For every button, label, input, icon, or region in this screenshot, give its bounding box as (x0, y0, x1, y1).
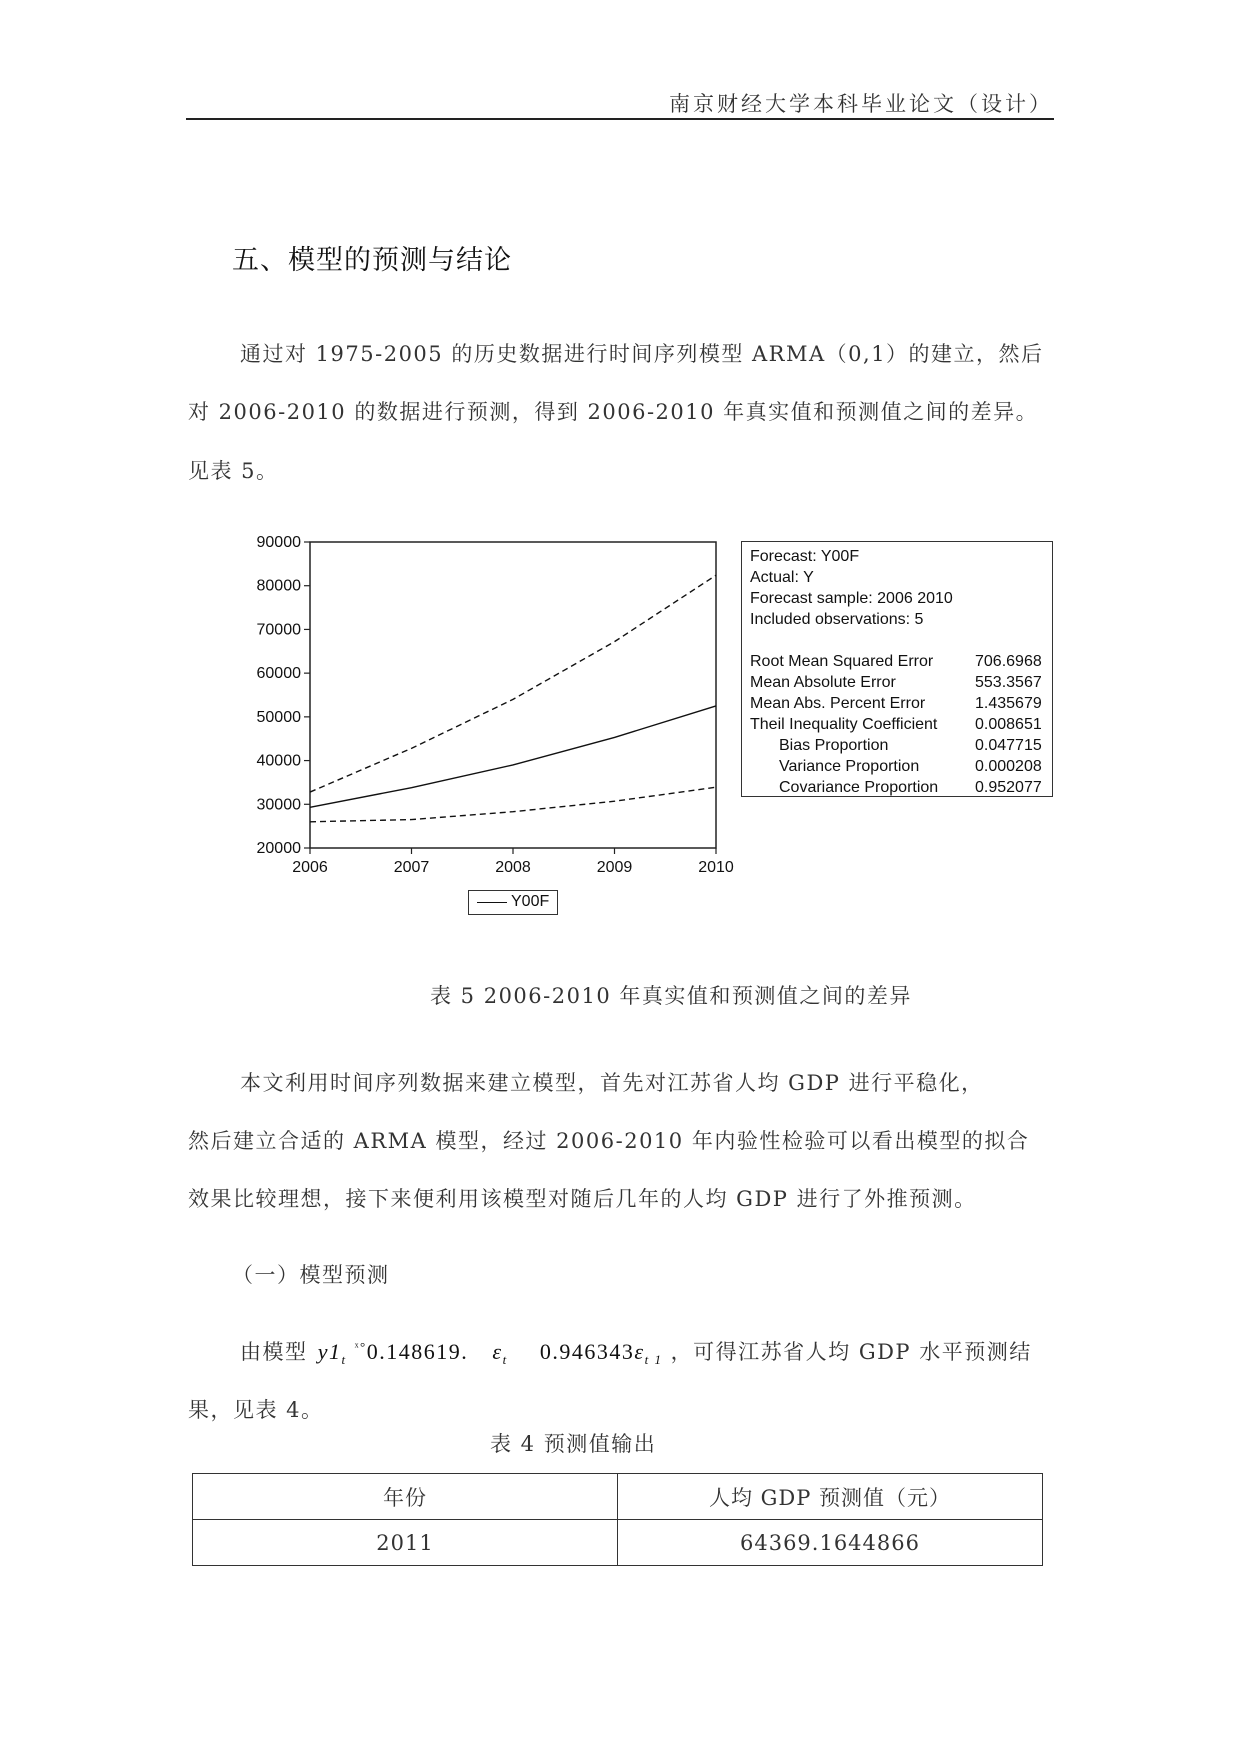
stats-value: 0.952077 (975, 779, 1042, 796)
legend-swatch-y00f (477, 902, 507, 903)
table5-caption: 表 5 2006-2010 年真实值和预测值之间的差异 (430, 984, 912, 1008)
table-cell-gdp: 64369.1644866 (618, 1520, 1043, 1566)
conclusion-line-2: 然后建立合适的 ARMA 模型，经过 2006-2010 年内验性检验可以看出模型的拟合 (188, 1129, 1030, 1153)
intro-line-3: 见表 5。 (188, 459, 279, 483)
x-tick-label: 2009 (596, 859, 633, 876)
header-rule (186, 118, 1054, 120)
running-header: 南京财经大学本科毕业论文（设计） (669, 92, 1053, 116)
stats-value: 0.047715 (975, 737, 1042, 754)
stats-value: 0.008651 (975, 716, 1042, 733)
stats-sample: Forecast sample: 2006 2010 (750, 590, 953, 607)
formula-line-2: 果，见表 4。 (188, 1398, 324, 1422)
chart-legend (468, 890, 558, 915)
forecast-chart (240, 525, 740, 890)
y-tick-label: 70000 (256, 621, 301, 639)
intro-line-2: 对 2006-2010 的数据进行预测，得到 2006-2010 年真实值和预测值之间的差异。 (188, 400, 1039, 424)
intro-line-1: 通过对 1975-2005 的历史数据进行时间序列模型 ARMA（0,1）的建立，然后 (240, 342, 1044, 366)
formula-epsilon: ε (492, 1339, 503, 1364)
y-tick-label: 30000 (256, 796, 301, 814)
conclusion-line-1: 本文利用时间序列数据来建立模型，首先对江苏省人均 GDP 进行平稳化， (240, 1071, 984, 1095)
forecast-table (192, 1473, 1043, 1566)
y-axis (257, 534, 311, 857)
formula-mark: ˣ° (354, 1339, 367, 1354)
y-tick-label: 80000 (256, 577, 301, 595)
table4-caption: 表 4 预测值输出 (490, 1432, 657, 1456)
series-line-lower-bound (310, 787, 716, 822)
stats-label: Root Mean Squared Error (750, 653, 934, 670)
stats-value: 706.6968 (975, 653, 1042, 670)
y-tick-label: 40000 (256, 752, 301, 770)
y-tick-label: 50000 (256, 708, 301, 726)
x-tick-label: 2008 (495, 859, 531, 876)
stats-label: Mean Abs. Percent Error (750, 695, 926, 712)
y-tick-label: 60000 (256, 665, 301, 683)
formula-y: y1 (317, 1339, 342, 1364)
forecast-stats-box (741, 541, 1053, 797)
y-tick-label: 90000 (256, 534, 301, 551)
x-tick-label: 2010 (698, 859, 734, 876)
stats-forecast: Forecast: Y00F (750, 548, 860, 565)
x-tick-label: 2007 (393, 859, 430, 876)
section-title: 五、模型的预测与结论 (232, 245, 512, 276)
stats-label: Mean Absolute Error (750, 674, 896, 691)
table-header-year: 年份 (193, 1474, 618, 1520)
formula-epsilon-lag: ε (634, 1339, 645, 1364)
formula-epsilon-subscript: t (502, 1352, 508, 1368)
x-axis (292, 848, 734, 876)
series-group (310, 575, 716, 822)
stats-label: Covariance Proportion (779, 779, 939, 796)
series-line-y00f (310, 706, 716, 807)
formula-epsilon-lag-subscript: t 1 (644, 1352, 663, 1368)
table-header-row (193, 1474, 1043, 1520)
formula-coefficient: 0.946343 (539, 1339, 635, 1364)
stats-value: 553.3567 (975, 674, 1042, 691)
stats-label: Bias Proportion (779, 737, 889, 754)
table-header-gdp: 人均 GDP 预测值（元） (618, 1474, 1043, 1520)
table-row (193, 1520, 1043, 1566)
plot-frame (310, 542, 716, 848)
formula-y-subscript: t (341, 1352, 347, 1368)
stats-included: Included observations: 5 (750, 611, 924, 628)
stats-label: Variance Proportion (779, 758, 920, 775)
conclusion-line-3: 效果比较理想，接下来便利用该模型对随后几年的人均 GDP 进行了外推预测。 (188, 1187, 977, 1211)
formula-constant: 0.148619 (366, 1339, 462, 1364)
x-tick-label: 2006 (292, 859, 328, 876)
stats-label: Theil Inequality Coefficient (750, 716, 938, 733)
series-line-upper-bound (310, 575, 716, 792)
y-tick-label: 20000 (256, 840, 301, 857)
formula-suffix: ，可得江苏省人均 GDP 水平预测结 (670, 1340, 1032, 1364)
table-cell-year: 2011 (193, 1520, 618, 1566)
legend-label-y00f: Y00F (511, 893, 550, 910)
stats-value: 0.000208 (975, 758, 1042, 775)
stats-value: 1.435679 (975, 695, 1042, 712)
formula-line (240, 1336, 1032, 1368)
subsection-title: （一）模型预测 (232, 1263, 390, 1287)
formula-prefix: 由模型 (240, 1340, 308, 1364)
formula-dot: . (461, 1339, 469, 1364)
stats-actual: Actual: Y (750, 569, 814, 586)
